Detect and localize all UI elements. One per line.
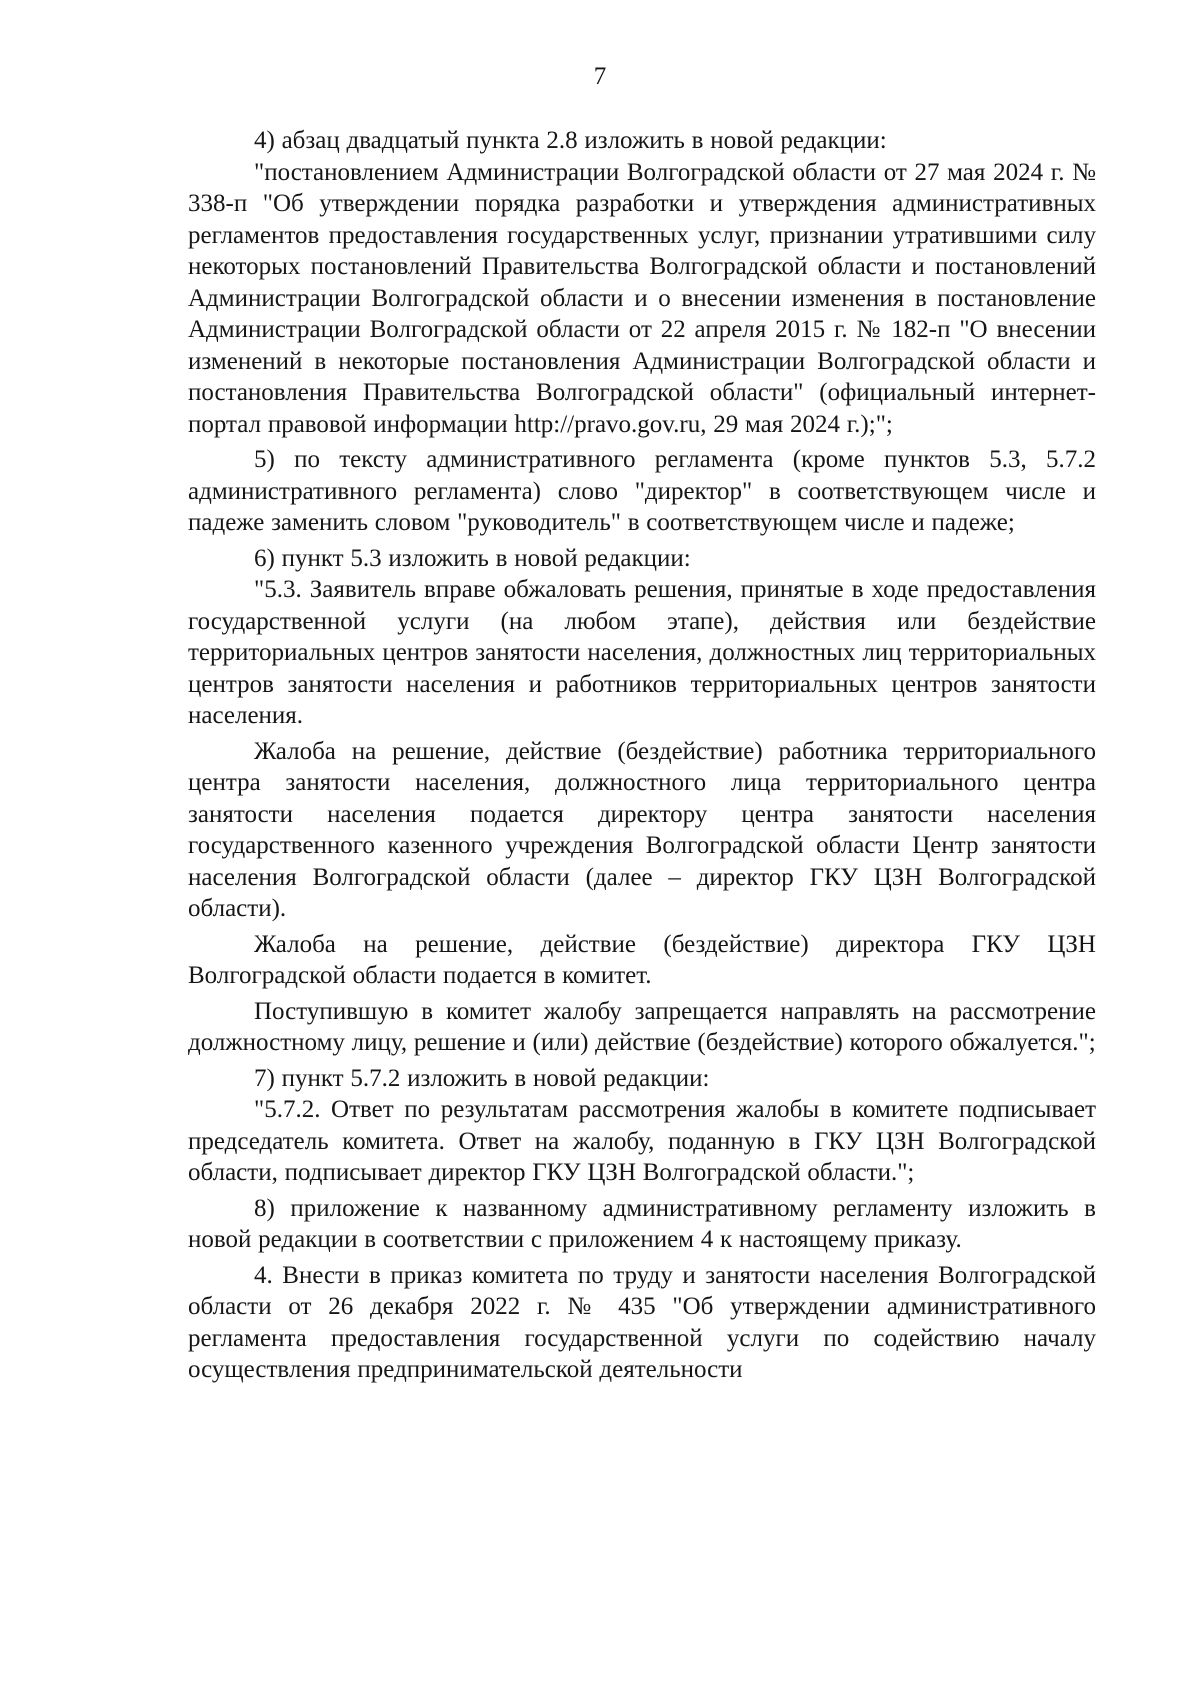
paragraph-item-7: 7) пункт 5.7.2 изложить в новой редакции: xyxy=(254,1064,710,1092)
paragraph-section-4: 4. Внести в приказ комитета по труду и занятости населения Волгоградской области от 26 декабря 2022 г. № 435 "Об утверждении административного регламента предоставления государственной услуги по содействию началу осуществления предпринимательской деятельности xyxy=(188,1261,1096,1383)
paragraph-item-5: 5) по тексту административного регламента (кроме пунктов 5.3, 5.7.2 административного регламента) слово "директор" в соответствующем числе и падеже заменить словом "руководитель" в соответствующем числе и падеже; xyxy=(188,446,1096,536)
document-body xyxy=(188,125,1096,1386)
paragraph-item-4-text: "постановлением Администрации Волгоградской области от 27 мая 2024 г. № 338-п "Об утверждении порядка разработки и утверждения административных регламентов предоставления государственных услуг, признании утратившими силу некоторых постановлений Правительства Волгоградской области и постановлений Администрации Волгоградской области и о внесении изменения в постановление Администрации Волгоградской области от 22 апреля 2015 г. № 182-п "О внесении изменений в некоторые постановления Администрации Волгоградской области и постановления Правительства Волгоградской области" (официальный интернет-портал правовой информации http://pravo.gov.ru, 29 мая 2024 г.);"; xyxy=(188,158,1096,438)
paragraph-5-3: "5.3. Заявитель вправе обжаловать решения, принятые в ходе предоставления государственной услуги (на любом этапе), действия или бездействие территориальных центров занятости населения, должностных лиц территориальных центров занятости населения и работников территориальных центров занятости населения. xyxy=(188,576,1096,729)
paragraph-complaint-forward: Поступившую в комитет жалобу запрещается направлять на рассмотрение должностному лицу, решение и (или) действие (бездействие) которого обжалуется."; xyxy=(188,997,1096,1056)
paragraph-5-7-2: "5.7.2. Ответ по результатам рассмотрения жалобы в комитете подписывает председатель комитета. Ответ на жалобу, поданную в ГКУ ЦЗН Волгоградской области, подписывает директор ГКУ ЦЗН Волгоградской области."; xyxy=(188,1096,1096,1186)
paragraph-item-8: 8) приложение к названному административному регламенту изложить в новой редакции в соответствии с приложением 4 к настоящему приказу. xyxy=(188,1194,1096,1253)
paragraph-complaint-director: Жалоба на решение, действие (бездействие) директора ГКУ ЦЗН Волгоградской области подается в комитет. xyxy=(188,930,1096,989)
paragraph-item-4: 4) абзац двадцатый пункта 2.8 изложить в новой редакции: xyxy=(254,127,887,154)
paragraph-item-6: 6) пункт 5.3 изложить в новой редакции: xyxy=(254,544,691,572)
paragraph-complaint-worker: Жалоба на решение, действие (бездействие) работника территориального центра занятости населения, должностного лица территориального центра занятости населения подается директору центра занятости населения государственного казенного учреждения Волгоградской области Центр занятости населения Волгоградской области (далее – директор ГКУ ЦЗН Волгоградской области). xyxy=(188,737,1096,922)
page-number: 7 xyxy=(593,63,607,90)
